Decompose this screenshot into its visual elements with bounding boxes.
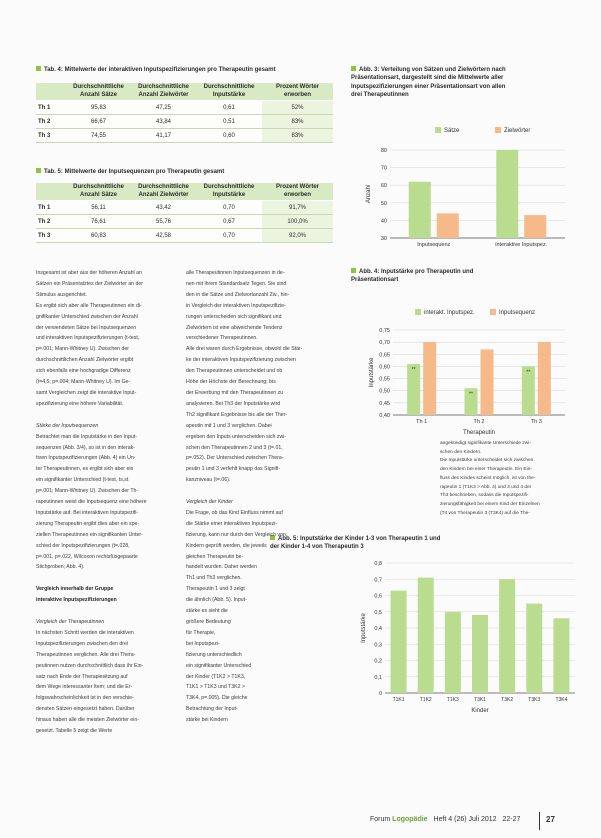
text-line: Insgesamt ist aber aus der höheren Anzahl an — [36, 270, 142, 276]
bar — [391, 591, 407, 693]
caption-marker-icon — [351, 66, 356, 71]
text-line: Inputstärke auf. Bei interaktiven Inputspezifi- — [36, 509, 139, 516]
y-tick-label: 0,8 — [374, 561, 382, 567]
figure3-chart — [360, 120, 575, 255]
text-line: Th1 und Th3 verglichen. — [186, 575, 242, 582]
text-line: Die Frage, ob das Kind Einfluss nimmt auf — [186, 509, 283, 516]
text-line: Stichproben; Abb. 4). — [36, 564, 85, 571]
bar — [409, 182, 431, 238]
text-line: ergeben den Inputs unterscheiden sich zwi- — [186, 433, 287, 440]
table-row — [36, 215, 333, 229]
text-line: schied der Inputspezifizierungen (t=.028, — [36, 542, 130, 549]
bar — [437, 213, 459, 238]
x-tick-label: T3K4 — [555, 697, 568, 703]
text-line: Sätzen ein Präsentatztes der Zielwörter an der — [36, 280, 143, 287]
x-tick-label: T1K2 — [419, 697, 432, 703]
text-line: Inputspezifizierungen zwischen den drei — [36, 640, 128, 647]
legend-swatch — [435, 127, 441, 133]
x-axis-label: Kinder — [471, 708, 489, 714]
text-line: Stärke der Inputsequenzen — [36, 422, 99, 429]
table5-header-cell — [36, 183, 66, 201]
table-cell: 92,0% — [262, 229, 333, 243]
text-line: die ähnlich (Abb. 5). Input- — [186, 597, 247, 604]
table4-header-row — [36, 83, 333, 101]
table5-header-row — [36, 183, 333, 201]
legend-swatch — [415, 309, 421, 315]
table5-header-cell: Prozent Wörter erworben — [262, 183, 333, 201]
table-cell: 74,55 — [66, 129, 131, 143]
text-line: peutin 1 und 3 verfehlt knapp das Signifi- — [186, 466, 281, 473]
text-line: spezifizierung eine höhere Variabilität. — [36, 400, 124, 407]
text-line — [186, 486, 336, 497]
text-line: Es ergibt sich aber alle Therapeutinnen ein di- — [36, 302, 142, 309]
table5-caption-tag: Tab. 5: — [44, 169, 63, 175]
text-line: apeutin mit 1 und 3 verglichen. Dabei — [186, 422, 272, 429]
figure3-caption-line: drei Therapeutinnen — [351, 92, 409, 99]
text-line: nen mit ihrem Standardsatz Tegen. Sie sind — [186, 280, 287, 287]
footer-pages: 22-27 — [502, 816, 521, 823]
bar — [445, 612, 461, 693]
figure3-caption-tag: Abb. 3: — [359, 67, 380, 73]
text-line: gesetzt. Tabelle 5 zeigt die Werte — [36, 728, 113, 735]
x-tick-label: interaktive Inputspez. — [495, 242, 548, 248]
text-line: sequenzen (Abb. 3/4), so ist in den interak- — [36, 444, 135, 451]
text-line: Stimulus ausgerichtet. — [36, 291, 88, 298]
text-line: (t=4,5; p=.004; Mann-Whitney U). Im Ge- — [36, 379, 131, 386]
footer-divider — [539, 812, 540, 830]
text-line: Betrachtung der Input- — [186, 706, 238, 713]
footer-journal-bold: Logopädie — [392, 816, 428, 823]
text-line: für Therapie, — [186, 629, 216, 636]
y-tick-label: 0 — [378, 691, 382, 697]
text-line — [36, 606, 178, 617]
text-line: ein signifikanter Unterschied (t-test, ts,st — [36, 477, 129, 484]
text-line: stärke bei Kindern — [186, 717, 228, 724]
y-tick-label: 50 — [380, 200, 387, 207]
table-cell: 83% — [262, 115, 333, 129]
table-cell: 47,25 — [131, 101, 196, 115]
caption-marker-icon — [351, 268, 356, 273]
legend-label: Inputsequenz — [499, 310, 536, 316]
text-line: den in die Sätze und Zielwortanzahl Zw., hin- — [186, 291, 290, 298]
row-label: Th 2 — [36, 115, 66, 129]
table4-header-cell: Durchschnittliche Anzahl Sätze — [66, 83, 131, 101]
text-line: bei Inputspezi- — [186, 640, 220, 647]
table-cell: 56,11 — [66, 201, 131, 215]
text-line: gnifikanter Unterschied zwischen der Anzahl — [36, 313, 138, 320]
table4 — [36, 83, 333, 143]
table5 — [36, 183, 333, 243]
figure5-caption-line: der Kinder 1-4 von Therapeutin 3 — [270, 544, 364, 551]
table4-header-cell: Durchschnittliche Anzahl Zielwörter — [131, 83, 196, 101]
text-line: handelt wurden. Daher werden — [186, 564, 257, 571]
text-line: fluss des Kindes scheint möglich, ist von the- — [440, 475, 536, 481]
text-line: Therapeutinnen verglichen. Alle drei Thera- — [36, 651, 136, 658]
text-line: und interaktiven Inputspezifizierungen (t-test, — [36, 335, 140, 342]
table-cell: 0,70 — [196, 229, 262, 243]
figure3-caption-line: Präsentationsart, dargestellt sind die Mittelwerte aller — [351, 75, 504, 82]
text-line: samt Vergleichen zeigt die interaktive Input- — [36, 389, 137, 396]
text-line: sich ebenfalls eine hochgradige Differenz — [36, 368, 131, 375]
significance-annotation: ** — [411, 367, 416, 373]
text-line: Th3 beschrieben, sodass die Inputspezifi- — [440, 493, 529, 499]
text-line: kanzniveau (t=.06). — [186, 477, 231, 484]
table5-header-cell: Durchschnittliche Inputstärke — [196, 183, 262, 201]
figure5-chart — [355, 553, 580, 723]
table4-header-cell — [36, 83, 66, 101]
x-tick-label: Th 3 — [530, 419, 542, 425]
text-line: schen den Therapeutinnen 2 und 3 (t=.01, — [186, 444, 283, 451]
text-line: der verwendeten Sätze bei Inputsequenzen — [36, 324, 137, 331]
table-cell: 52% — [262, 101, 333, 115]
table4-caption — [36, 66, 336, 74]
text-line: hinaus haben alle die meisten Zielwörter ein- — [36, 717, 139, 724]
text-line: in Vergleich der interaktiven Inputspezifizie- — [186, 302, 286, 309]
x-tick-label: T3K2 — [501, 697, 514, 703]
legend-label: interakt. Inputspez. — [424, 310, 475, 316]
text-line: peutinnen nutzen durchschnittlich dass ihr Ein- — [36, 662, 144, 669]
x-tick-label: T1K1 — [392, 697, 405, 703]
x-tick-label: T3K1 — [474, 697, 486, 703]
text-line: schen den Kindern. — [440, 449, 482, 455]
text-line: ein signifikanter Unterschied — [186, 662, 252, 669]
table-cell: 76,61 — [66, 215, 131, 229]
text-line: Alle drei waren durch Ergebnisse, obwohl die Stär- — [186, 346, 303, 353]
text-line: zierung Therapeutin ergibt dies aber ein spe- — [36, 520, 140, 527]
table-cell: 55,76 — [131, 215, 196, 229]
text-line: dem Wege interessanter Item; und die Er- — [36, 684, 133, 691]
y-tick-label: 0,45 — [379, 400, 390, 407]
text-line: verschiedener Therapeutinnen. — [186, 335, 258, 342]
text-line: fizierung, kann nur durch den Vergleich von — [186, 531, 286, 538]
page-footer — [370, 816, 520, 823]
x-tick-label: T3K3 — [528, 697, 541, 703]
text-line: Vergleich der Therapeutinnen — [36, 619, 105, 625]
text-line: analysieren. Bei Th3 der Inputstärke wird — [186, 400, 281, 407]
y-tick-label: 70 — [380, 165, 387, 172]
table-cell: 0,70 — [196, 201, 262, 215]
table-cell: 66,67 — [66, 115, 131, 129]
x-tick-label: Th 2 — [473, 419, 485, 425]
body-column-1 — [36, 268, 178, 737]
figure4-caption — [351, 268, 576, 285]
text-line: Therapeutin 1 und 3 zeigt — [186, 586, 245, 593]
bar — [496, 150, 518, 238]
figure4-caption-line: Präsentationsart — [351, 277, 399, 284]
table-row — [36, 115, 333, 129]
text-line: p=.001; Mann-Whitney U). Zwischen der — [36, 346, 129, 353]
table-cell: 60,83 — [66, 229, 131, 243]
text-line: zierungsfähigkeit bei einem Kind der Einzelnen — [440, 501, 540, 507]
y-tick-label: 0,3 — [374, 642, 382, 649]
table5-header-cell: Durchschnittliche Anzahl Zielwörter — [131, 183, 196, 201]
x-tick-label: Th 1 — [416, 419, 428, 425]
row-label: Th 1 — [36, 101, 66, 115]
text-line: p=.001, p=.022, Wilcoxon rechtsfüsgepaarte — [36, 553, 138, 560]
bar — [538, 342, 551, 415]
footer-journal: Forum — [370, 816, 393, 823]
table4-header-cell: Durchschnittliche Inputstärke — [196, 83, 262, 101]
figure3-caption-line: Verteilung von Sätzen und Zielwörtern nach — [381, 67, 506, 73]
text-line: T3K4, p=.005). Die gleiche — [186, 695, 248, 702]
figure3-caption — [351, 66, 576, 100]
row-label: Th 2 — [36, 215, 66, 229]
text-line: T1K1 > T1K3 und T3K2 > — [186, 684, 245, 691]
text-line: fizierung unterschiedlich — [186, 651, 242, 658]
table5-header-cell: Durchschnittliche Anzahl Sätze — [66, 183, 131, 201]
text-line: ter Therapeutinnen, es ergibt sich aber ein — [36, 466, 134, 473]
text-line: interaktive Inputspezifizierungen — [36, 597, 117, 604]
text-line: p=.052). Der Unterschied zwischen Thera- — [186, 455, 284, 462]
text-line: rapeutinnen weist die Inputsequenz eine höhere — [36, 499, 147, 506]
figure5-caption-tag: Abb. 5: — [278, 536, 299, 542]
table-row — [36, 129, 333, 143]
bar — [524, 215, 546, 238]
legend-label: Zielwörter — [504, 128, 531, 134]
text-line: den Therapeutinnen unterscheidet und ob — [186, 368, 283, 375]
figure4-caption-line: Inputstärke pro Therapeutin und — [381, 269, 474, 275]
y-tick-label: 0,40 — [379, 413, 390, 419]
text-line: densten Sätzen eingesetzt haben. Darüber — [36, 706, 135, 713]
text-line: alle Therapeutinnen Inputsequenzen in de- — [186, 270, 285, 276]
y-tick-label: 60 — [380, 183, 387, 190]
text-line: durchschnittlichen Anzahl Zielwörter ergibt — [36, 357, 134, 364]
legend-swatch — [495, 127, 501, 133]
text-line: der Erwerbung mit den Therapeutinnen zu — [186, 389, 284, 396]
table5-caption-text: Mittelwerte der Inputsequenzen pro Therapeutin gesamt — [64, 169, 225, 175]
legend-swatch — [490, 309, 496, 315]
table-cell: 95,83 — [66, 101, 131, 115]
y-axis-label: Inputstärke — [369, 357, 375, 388]
body-column-2 — [186, 268, 336, 726]
text-line: die Stärke einer interaktiven Inputspezi- — [186, 520, 278, 527]
table-cell: 42,58 — [131, 229, 196, 243]
y-tick-label: 0,1 — [374, 674, 382, 681]
figure3-caption-line: Inputspezifizierungen einer Präsentationsart von allen — [351, 83, 506, 90]
text-line: Betrachtet man die Inputstärke in den Input- — [36, 433, 137, 440]
text-line: (T4 von Therapeutin 3 (T3K4) auf die The- — [440, 510, 530, 516]
table4-header-cell: Prozent Wörter erworben — [262, 83, 333, 101]
table4-caption-text: Mittelwerte der interaktiven Inputspezifizierungen pro Therapeutin gesamt — [64, 67, 276, 73]
text-line: Höhe der Höchste der Berechnung; bis — [186, 379, 276, 386]
text-line: rungen unterscheiden sich signifikant und — [186, 313, 282, 320]
text-line: größere Bedeutung — [186, 619, 231, 625]
table-cell: 41,17 — [131, 129, 196, 143]
bar — [472, 615, 488, 693]
x-tick-label: T1K3 — [446, 697, 459, 703]
text-line: tiven Inputspezifizierungen (Abb. 4) ein Un- — [36, 455, 136, 462]
x-tick-label: Inputsequenz — [417, 242, 451, 248]
y-tick-label: 30 — [380, 236, 387, 242]
table-row — [36, 229, 333, 243]
table-cell: 0,60 — [196, 129, 262, 143]
text-line: Zielwörtern ist eine abweichende Tendenz — [186, 324, 283, 331]
text-line: In nächsten Schritt werden die interaktiven — [36, 629, 134, 636]
text-line: der Kinder (T1K2 > T1K3, — [186, 673, 246, 680]
text-line: ziellen Therapeutinnen ein signifikanten Unter- — [36, 531, 143, 538]
table-cell: 100,0% — [262, 215, 333, 229]
bar — [499, 579, 515, 693]
y-axis-label: Anzahl — [366, 184, 372, 204]
figure4-caption-tag: Abb. 4: — [359, 269, 380, 275]
x-axis-label: Therapeutin — [462, 430, 496, 436]
y-tick-label: 0,2 — [374, 658, 382, 665]
row-label: Th 3 — [36, 129, 66, 143]
y-axis-label: Inputstärke — [361, 613, 367, 643]
y-tick-label: 0,70 — [379, 340, 390, 347]
table-cell: 0,61 — [196, 101, 262, 115]
footer-issue: Heft 4 (26) Juli 2012 — [433, 816, 497, 823]
text-line: ke der interaktiven Inputspezifizierung zwischen — [186, 357, 296, 364]
row-label: Th 1 — [36, 201, 66, 215]
table-cell: 43,84 — [131, 115, 196, 129]
bar — [526, 604, 542, 693]
text-line: folgswahrscheinlichkeit ist in den verschie- — [36, 695, 134, 702]
text-line: stärke es sieht die — [186, 608, 228, 615]
y-tick-label: 0,4 — [374, 626, 382, 632]
table5-caption — [36, 168, 336, 176]
table-cell: 91,7% — [262, 201, 333, 215]
y-tick-label: 0,60 — [379, 364, 390, 371]
y-tick-label: 80 — [380, 148, 387, 154]
y-tick-label: 40 — [380, 218, 387, 225]
table-cell: 0,67 — [196, 215, 262, 229]
table-row — [36, 101, 333, 115]
text-line: satz nach Ende der Therapiesitzung auf — [36, 673, 128, 680]
y-tick-label: 0,55 — [379, 376, 390, 383]
page-number: 27 — [546, 815, 555, 824]
bar — [553, 618, 569, 693]
text-line: Die Inputstärke unterscheidet sich zwischen — [440, 458, 534, 464]
text-line: Vergleich der Kinder — [186, 499, 233, 506]
text-line: Kindern geprüft werden, die jeweils — [186, 542, 267, 549]
y-tick-label: 0,5 — [374, 609, 382, 616]
right-column-text — [440, 440, 580, 518]
row-label: Th 3 — [36, 229, 66, 243]
text-line: den Kindern bei einer Therapeutin. Ein Ein- — [440, 467, 532, 473]
text-line: angekündigt signifikante Unterschiede zwi- — [440, 441, 531, 446]
y-tick-label: 0,7 — [374, 577, 382, 584]
bar — [423, 342, 436, 415]
y-tick-label: 0,6 — [374, 593, 382, 600]
text-line: p=.001; Mann-Whitney U). Zwischen der Th- — [36, 488, 139, 495]
text-line: Th2 signifikant Ergebnisse bis alle der Ther- — [186, 411, 288, 418]
figure4-chart — [360, 302, 575, 436]
bar — [481, 349, 494, 415]
text-line — [36, 410, 178, 421]
table-cell: 83% — [262, 129, 333, 143]
significance-annotation: ** — [526, 369, 531, 376]
table-cell: 0,51 — [196, 115, 262, 129]
y-tick-label: 0,50 — [379, 388, 390, 395]
caption-marker-icon — [36, 66, 41, 71]
table-cell: 43,42 — [131, 201, 196, 215]
y-tick-label: 0,75 — [379, 328, 390, 334]
y-tick-label: 0,65 — [379, 352, 390, 359]
text-line — [36, 573, 178, 584]
text-line: rapeutin 1 (T1K3 > Abb. 4) und 3 und 4 der — [440, 484, 532, 490]
legend-label: Sätze — [444, 128, 460, 134]
significance-annotation: ** — [469, 391, 473, 398]
figure5-caption-line: Inputstärke der Kinder 1-3 von Therapeutin 1 und — [300, 536, 441, 542]
text-line: Vergleich innerhalb der Gruppe — [36, 586, 114, 593]
caption-marker-icon — [36, 168, 41, 173]
text-line: gleichen Therapeutin be- — [186, 553, 244, 560]
bar — [418, 578, 434, 693]
table-row — [36, 201, 333, 215]
table4-caption-tag: Tab. 4: — [44, 67, 63, 73]
